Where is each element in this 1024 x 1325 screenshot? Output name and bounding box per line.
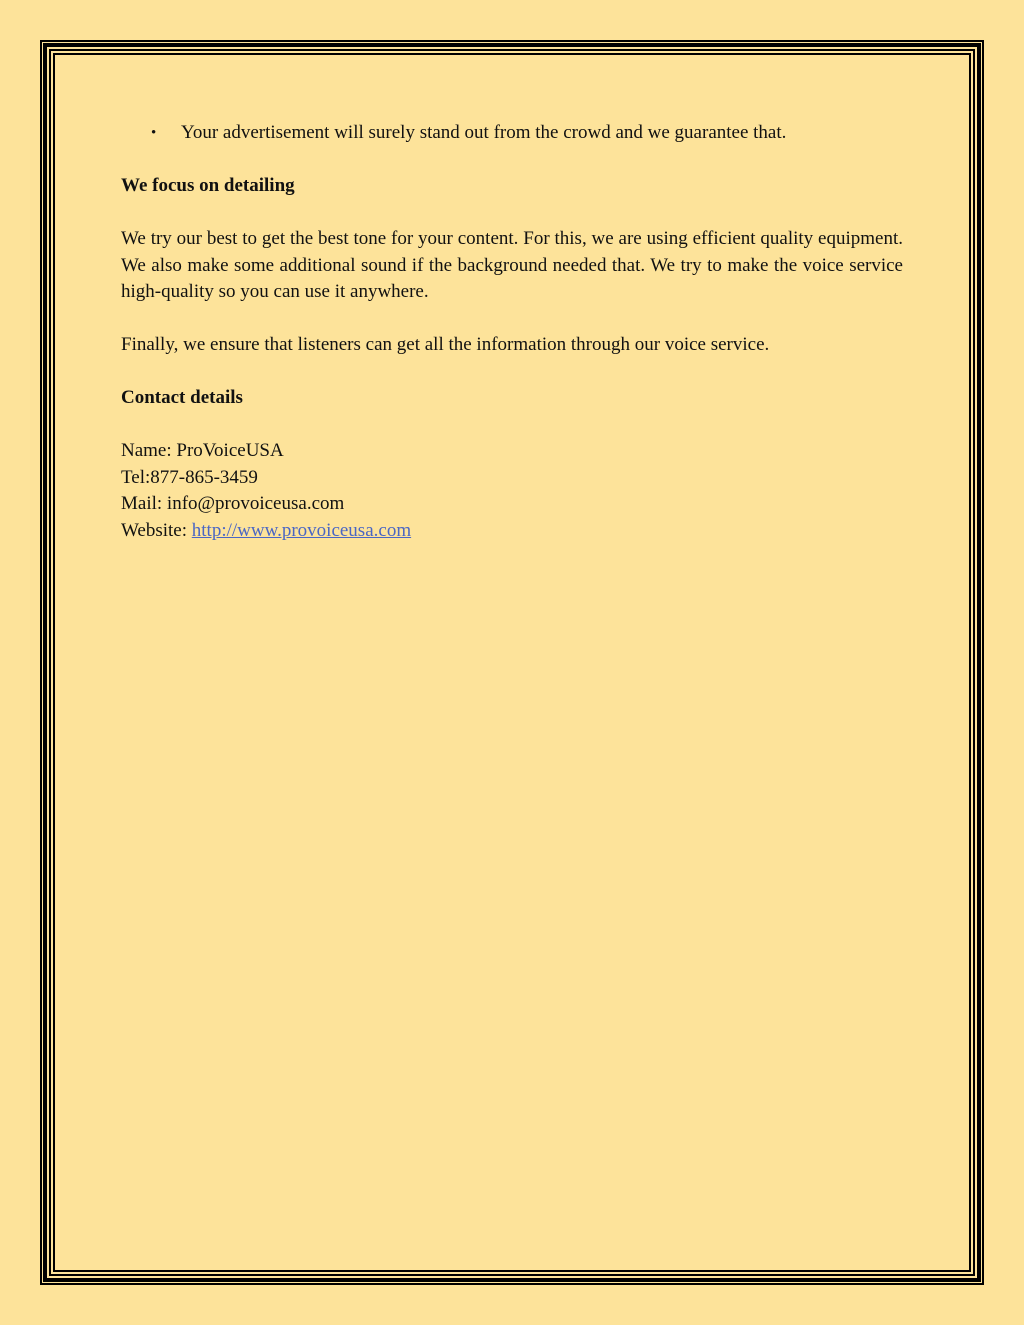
paragraph-tone: We try our best to get the best tone for your content. For this, we are using efficient quality equipment. We also make some additional sound if the background needed that. We try to make the voice service high-quality so you can use it anywhere. <box>121 228 903 302</box>
contact-name: Name: ProVoiceUSA <box>121 440 284 461</box>
contact-block <box>121 438 903 544</box>
bullet-text: Your advertisement will surely stand out from the crowd and we guarantee that. <box>181 122 787 143</box>
contact-mail: Mail: info@provoiceusa.com <box>121 493 345 514</box>
section-heading-contact: Contact details <box>121 387 243 408</box>
section-heading-detailing: We focus on detailing <box>121 175 295 196</box>
website-link[interactable]: http://www.provoiceusa.com <box>191 519 412 541</box>
document-body <box>121 120 903 544</box>
contact-website <box>121 518 903 545</box>
website-label: Website: <box>121 519 192 541</box>
bullet-list <box>121 120 903 147</box>
contact-tel: Tel:877-865-3459 <box>121 466 258 488</box>
paragraph-finally: Finally, we ensure that listeners can get all the information through our voice service. <box>121 334 770 355</box>
list-item <box>121 120 903 147</box>
bullet-icon: • <box>151 125 157 141</box>
